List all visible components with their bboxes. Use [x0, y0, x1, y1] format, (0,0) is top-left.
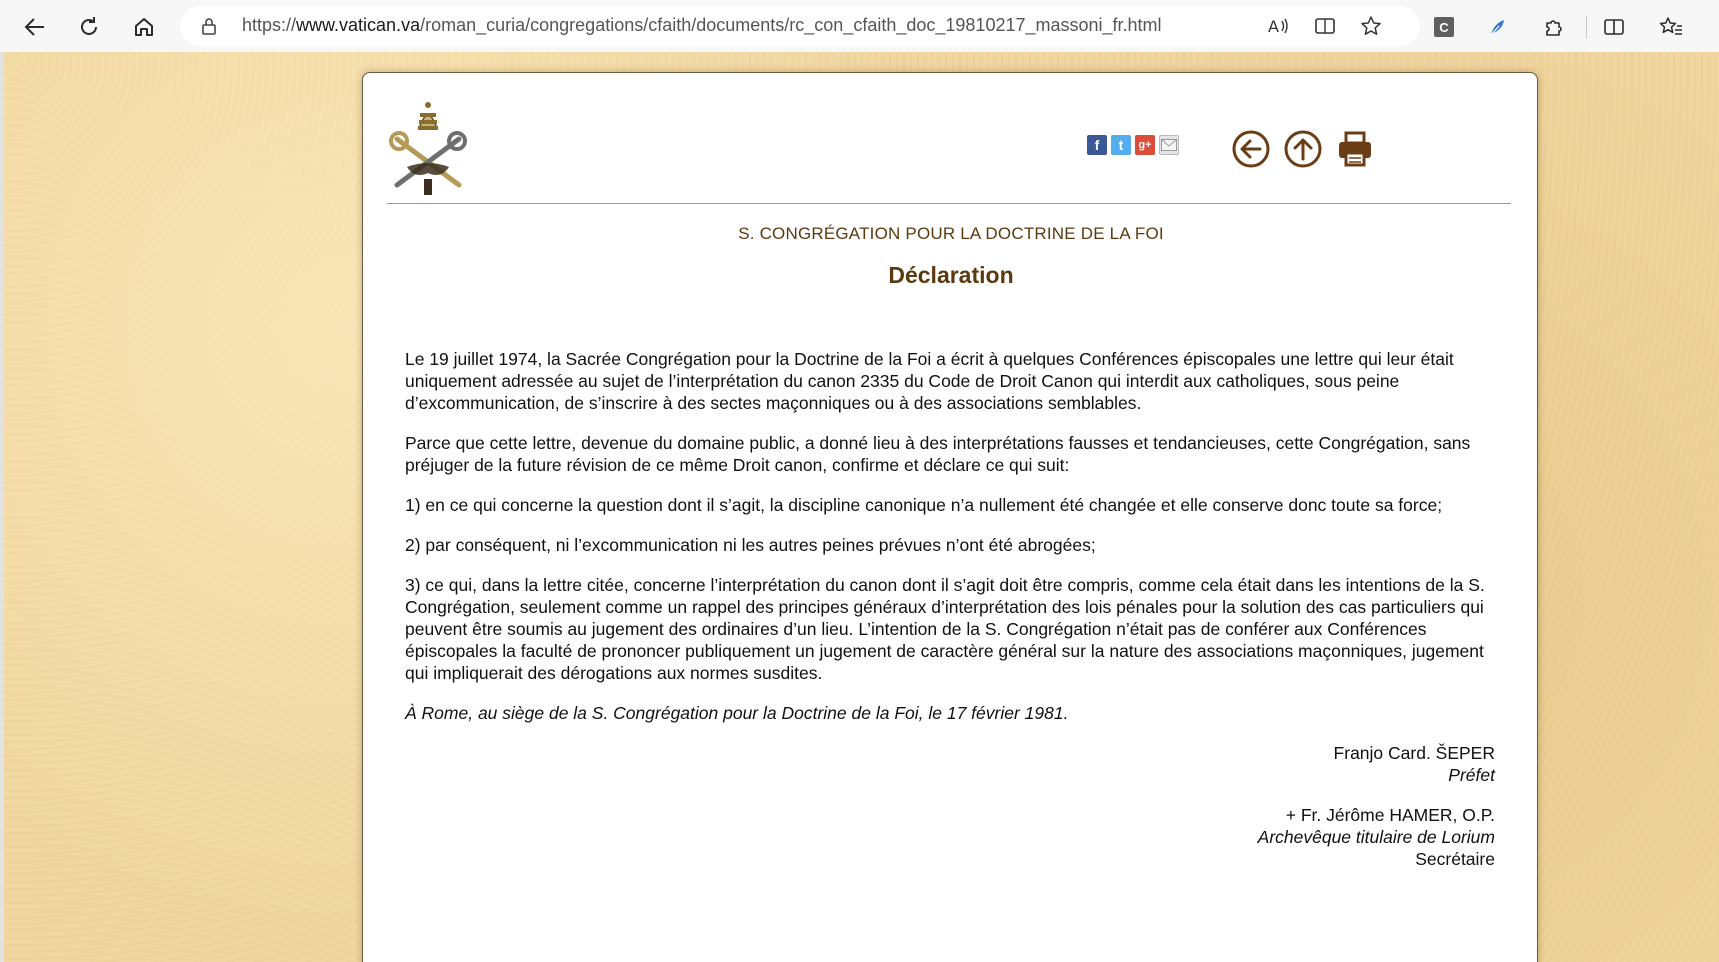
star-icon	[1360, 15, 1382, 37]
up-arrow-button[interactable]	[1283, 129, 1323, 169]
favorites-star-icon	[1659, 16, 1683, 38]
print-button[interactable]	[1335, 129, 1375, 169]
signature-spacer	[405, 786, 1495, 804]
svg-text:A: A	[1268, 17, 1279, 36]
email-share-button[interactable]	[1159, 135, 1179, 155]
split-screen-button[interactable]	[1597, 10, 1631, 44]
secretary-title: Archevêque titulaire de Lorium	[1257, 827, 1495, 847]
secretary-name: + Fr. Jérôme HAMER, O.P.	[1285, 805, 1495, 825]
place-date: À Rome, au siège de la S. Congrégation pour la Doctrine de la Foi, le 17 février 1981.	[405, 703, 1069, 723]
toolbar-separator	[1586, 16, 1587, 38]
back-arrow-button[interactable]	[1231, 129, 1271, 169]
url-prefix: https://	[242, 15, 297, 35]
document-card	[362, 72, 1538, 962]
split-screen-icon	[1603, 16, 1625, 38]
twitter-share-button[interactable]	[1111, 135, 1131, 155]
url-text[interactable]	[242, 15, 1162, 36]
page-title: Déclaration	[888, 262, 1014, 288]
signature-block	[405, 742, 1495, 870]
congregation-heading: S. CONGRÉGATION POUR LA DOCTRINE DE LA FOI	[738, 224, 1164, 243]
url-path: /roman_curia/congregations/cfaith/documents/rc_con_cfaith_doc_19810217_massoni_fr.html	[420, 15, 1162, 35]
back-button[interactable]	[18, 10, 52, 44]
googleplus-share-button[interactable]	[1135, 135, 1155, 155]
paragraph: Parce que cette lettre, devenue du domaine public, a donné lieu à des interprétations fausses et tendancieuses, cette Congrégation, sans préjuger de la future révision de ce même Droit canon, confirme et déclare ce qui suit:	[405, 433, 1471, 475]
feather-icon	[1486, 16, 1508, 38]
puzzle-icon	[1543, 16, 1565, 38]
extension-feather-button[interactable]	[1480, 10, 1514, 44]
prefect-role: Préfet	[1448, 765, 1495, 785]
googleplus-icon: g+	[1138, 139, 1152, 151]
arrow-left-icon	[24, 16, 46, 38]
envelope-icon	[1161, 139, 1177, 151]
paragraph: 1) en ce qui concerne la question dont il s’agit, la discipline canonique n’a nullement été changée et elle conserve donc toute sa force;	[405, 495, 1443, 515]
facebook-icon: f	[1094, 137, 1100, 153]
paragraph: 2) par conséquent, ni l’excommunication ni les autres peines prévues n’ont été abrogées;	[405, 535, 1096, 555]
extension-c-icon: C	[1434, 17, 1454, 37]
home-button[interactable]	[127, 10, 161, 44]
home-icon	[133, 16, 155, 38]
lock-icon[interactable]	[200, 17, 218, 35]
facebook-share-button[interactable]	[1087, 135, 1107, 155]
immersive-reader-button[interactable]	[1314, 15, 1336, 37]
favorite-button[interactable]	[1360, 15, 1382, 37]
extension-c-button[interactable]	[1427, 10, 1461, 44]
browser-toolbar	[0, 0, 1719, 52]
refresh-icon	[78, 16, 100, 38]
paragraph: 3) ce qui, dans la lettre citée, concerne l’interprétation du canon dont il s’agit doit être compris, comme cela était dans les intentions de la S. Congrégation, seulement comme un rappel des principes généraux d’interprétation des lois pénales pour la solution des cas particuliers qui peuvent être soumis au jugement des ordinaires d’un lieu. L’intention de la S. Congrégation n’était pas de conférer aux Conférences épiscopales la faculté de prononcer publiquement un jugement de caractère général sur la nature des associations maçonniques, jugement qui impliquerait des dérogations aux normes susdites.	[405, 575, 1485, 683]
header-divider	[387, 203, 1511, 204]
url-domain: www.vatican.va	[296, 15, 421, 35]
favorites-button[interactable]	[1654, 10, 1688, 44]
document-body	[405, 348, 1505, 870]
papal-coat-of-arms-icon	[387, 99, 469, 197]
paragraph: Le 19 juillet 1974, la Sacrée Congrégation pour la Doctrine de la Foi a écrit à quelques Conférences épiscopales une lettre qui leur était uniquement adressée au sujet de l’interprétation du canon 2335 du Code de Droit Canon qui interdit aux catholiques, sous peine d’excommunication, de s’inscrire à des sectes maçonniques ou à des associations semblables.	[405, 349, 1454, 413]
extensions-button[interactable]	[1537, 10, 1571, 44]
refresh-button[interactable]	[72, 10, 106, 44]
read-aloud-icon	[1267, 15, 1289, 37]
read-aloud-button[interactable]	[1267, 15, 1289, 37]
secretary-role: Secrétaire	[1415, 849, 1495, 869]
prefect-name: Franjo Card. ŠEPER	[1333, 743, 1495, 763]
address-bar[interactable]	[180, 6, 1420, 46]
immersive-reader-icon	[1314, 15, 1336, 37]
twitter-icon: t	[1118, 137, 1124, 153]
